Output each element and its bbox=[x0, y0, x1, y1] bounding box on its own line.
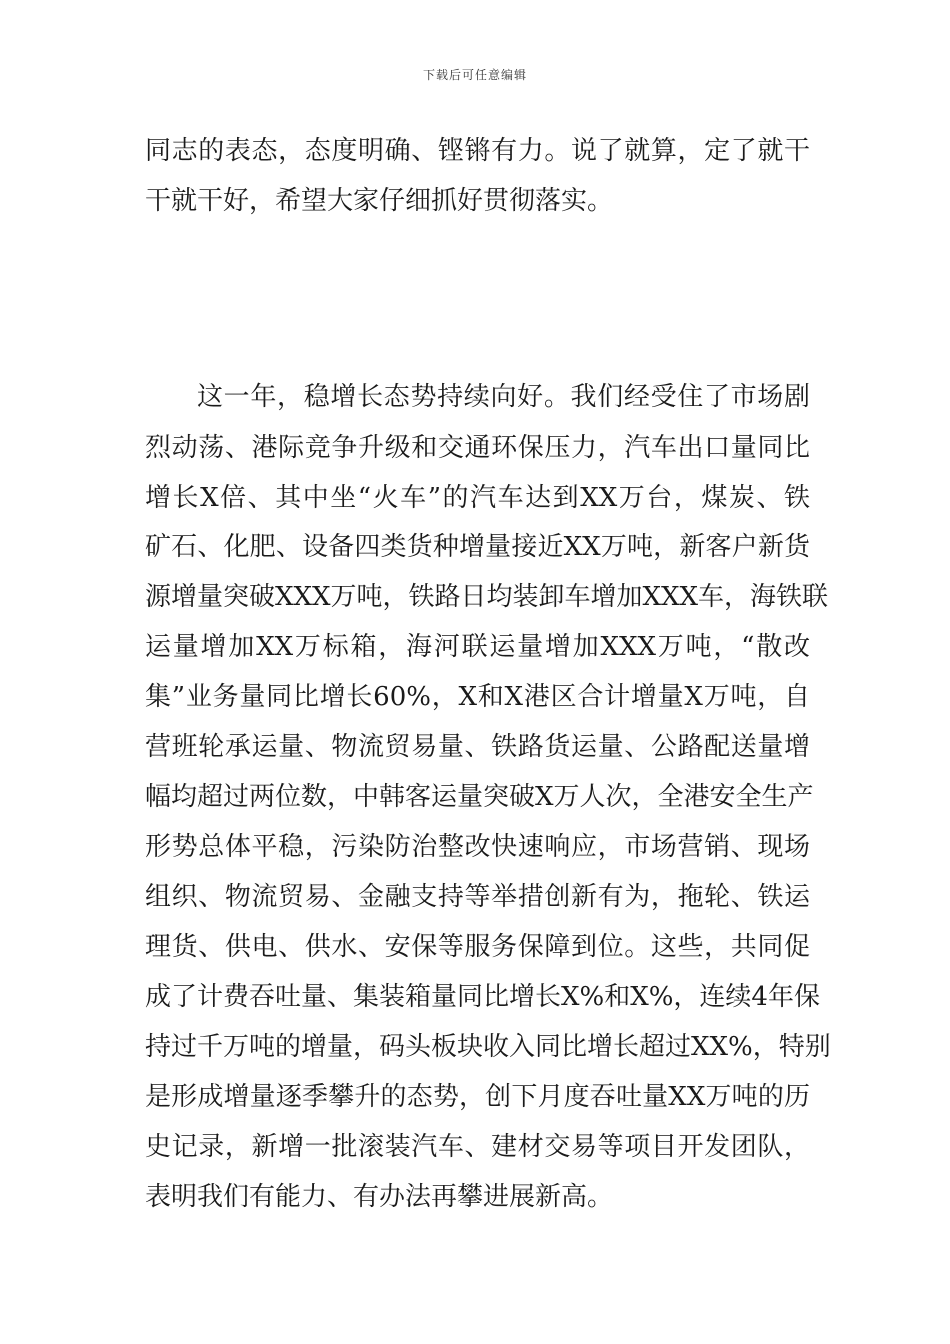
paragraph-line: 形势总体平稳，污染防治整改快速响应，市场营销、现场 bbox=[145, 832, 810, 862]
paragraph-line: 史记录，新增一批滚装汽车、建材交易等项目开发团队， bbox=[145, 1132, 810, 1162]
paragraph-line: 持过千万吨的增量，码头板块收入同比增长超过XX%，特别 bbox=[145, 1032, 831, 1062]
paragraph-line: 集”业务量同比增长60%，X和X港区合计增量X万吨，自 bbox=[145, 682, 810, 712]
paragraph-line: 干就干好，希望大家仔细抓好贯彻落实。 bbox=[145, 186, 614, 216]
paragraph-line: 组织、物流贸易、金融支持等举措创新有为，拖轮、铁运 bbox=[145, 882, 810, 912]
paragraph-line: 增长X倍、其中坐“火车”的汽车达到XX万台，煤炭、铁 bbox=[145, 483, 810, 513]
paragraph-line: 这一年，稳增长态势持续向好。我们经受住了市场剧 bbox=[197, 382, 810, 412]
paragraph-line: 烈动荡、港际竞争升级和交通环保压力，汽车出口量同比 bbox=[145, 433, 810, 463]
paragraph-line: 成了计费吞吐量、集装箱量同比增长X%和X%，连续4年保 bbox=[145, 982, 820, 1012]
paragraph-line: 幅均超过两位数，中韩客运量突破X万人次，全港安全生产 bbox=[145, 782, 814, 812]
paragraph-line: 运量增加XX万标箱，海河联运量增加XXX万吨，“散改 bbox=[145, 632, 810, 662]
paragraph-line: 表明我们有能力、有办法再攀进展新高。 bbox=[145, 1182, 614, 1212]
paragraph-line: 同志的表态，态度明确、铿锵有力。说了就算，定了就干 bbox=[145, 136, 810, 166]
paragraph-line: 是形成增量逐季攀升的态势，创下月度吞吐量XX万吨的历 bbox=[145, 1082, 810, 1112]
paragraph-line: 源增量突破XXX万吨，铁路日均装卸车增加XXX车，海铁联 bbox=[145, 582, 829, 612]
paragraph-line: 营班轮承运量、物流贸易量、铁路货运量、公路配送量增 bbox=[145, 732, 810, 762]
paragraph-line: 理货、供电、供水、安保等服务保障到位。这些，共同促 bbox=[145, 932, 810, 962]
paragraph-line: 矿石、化肥、设备四类货种增量接近XX万吨，新客户新货 bbox=[145, 532, 810, 562]
header-note: 下载后可任意编辑 bbox=[422, 68, 527, 82]
